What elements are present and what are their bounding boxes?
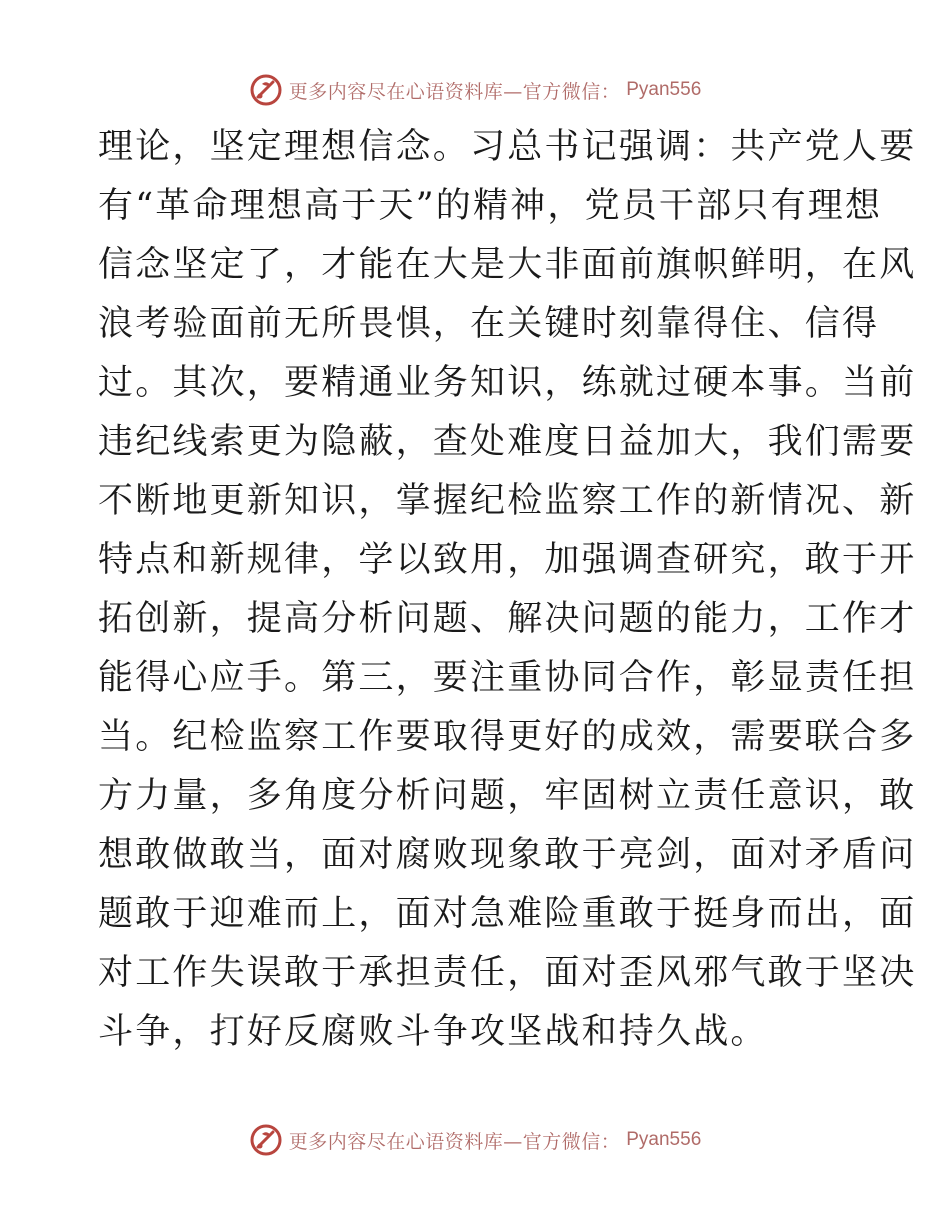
watermark-text: 更多内容尽在心语资料库—官方微信：: [288, 1130, 621, 1153]
text-line: 拓创新，提高分析问题、解决问题的能力，工作才: [98, 599, 917, 639]
text-line: 不断地更新知识，掌握纪检监察工作的新情况、新: [98, 481, 917, 521]
text-line: 特点和新规律，学以致用，加强调查研究，敢于开: [98, 540, 917, 580]
red-seal-logo-icon: [249, 73, 283, 107]
text-line: 能得心应手。第三，要注重协同合作，彰显责任担: [98, 658, 917, 698]
text-line: 违纪线索更为隐蔽，查处难度日益加大，我们需要: [98, 422, 917, 462]
watermark-handle: Pyan556: [626, 79, 702, 100]
text-line: 过。其次，要精通业务知识，练就过硬本事。当前: [98, 363, 917, 403]
watermark-handle: Pyan556: [626, 1129, 702, 1150]
text-line: 想敢做敢当，面对腐败现象敢于亮剑，面对矛盾问: [98, 835, 917, 875]
body-paragraph: [98, 118, 917, 1062]
text-line: 方力量，多角度分析问题，牢固树立责任意识，敢: [98, 776, 917, 816]
text-line: 浪考验面前无所畏惧，在关键时刻靠得住、信得: [98, 304, 880, 344]
watermark-text: 更多内容尽在心语资料库—官方微信：: [288, 80, 621, 103]
red-seal-logo-icon: [249, 1123, 283, 1157]
text-line: 有“革命理想高于天”的精神，党员干部只有理想: [98, 186, 883, 226]
text-line: 信念坚定了，才能在大是大非面前旗帜鲜明，在风: [98, 245, 917, 285]
text-line: 当。纪检监察工作要取得更好的成效，需要联合多: [98, 717, 917, 757]
header-watermark: [0, 70, 950, 110]
footer-watermark: [0, 1120, 950, 1160]
text-line: 理论，坚定理想信念。习总书记强调：共产党人要: [98, 127, 917, 167]
text-line: 对工作失误敢于承担责任，面对歪风邪气敢于坚决: [98, 953, 917, 993]
text-line: 斗争，打好反腐败斗争攻坚战和持久战。: [98, 1012, 768, 1052]
text-line: 题敢于迎难而上，面对急难险重敢于挺身而出，面: [98, 894, 917, 934]
